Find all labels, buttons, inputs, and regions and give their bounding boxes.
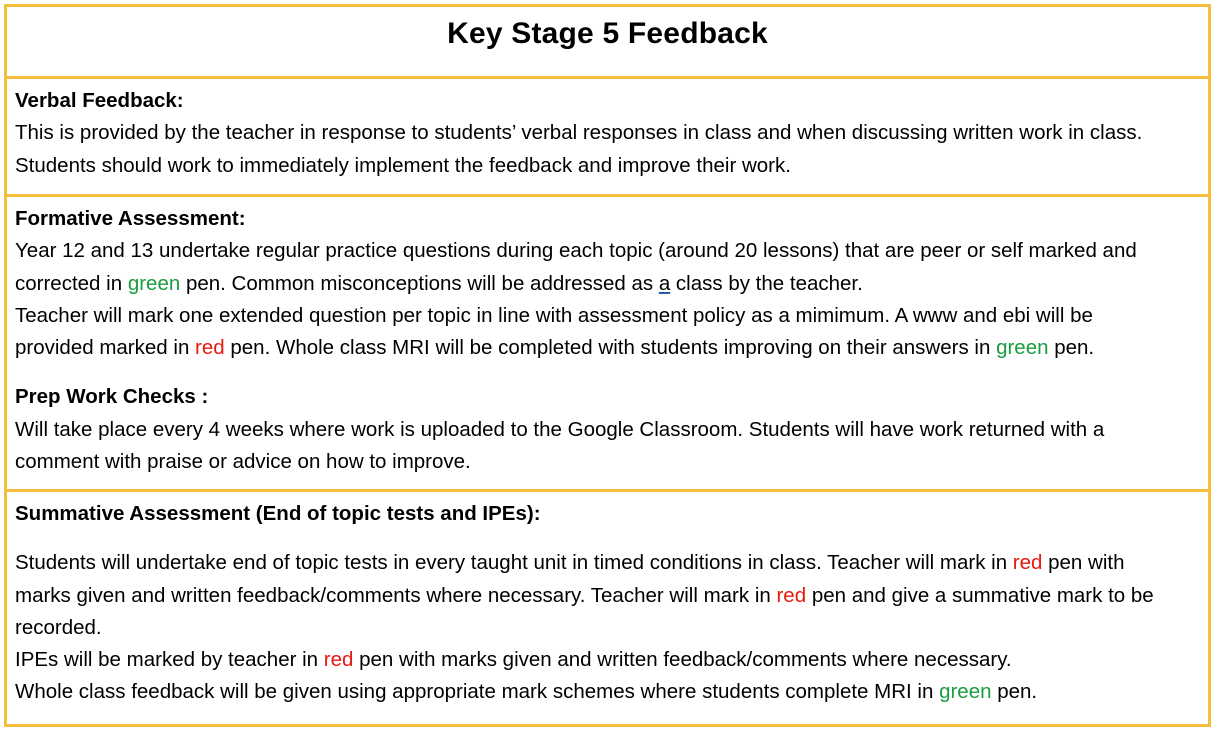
text-run: corrected in [15, 271, 128, 295]
verbal-line-1: This is provided by the teacher in response to students’ verbal responses in class and when discussing written work in class. [15, 121, 1143, 145]
prep-line-2: comment with praise or advice on how to improve. [15, 450, 471, 474]
title-row [7, 7, 1208, 79]
text-run: Students will undertake end of topic tests in every taught unit in timed conditions in class. Teacher will mark in [15, 551, 1013, 575]
spacer [15, 530, 1208, 547]
summative-line-1 [15, 547, 1208, 579]
text-run: pen with [1042, 551, 1125, 575]
text-run: class by the teacher. [670, 271, 863, 295]
text-run: pen. Whole class MRI will be completed with students improving on their answers in [224, 336, 997, 360]
text-run: marks given and written feedback/comments where necessary. Teacher will mark in [15, 583, 777, 607]
summative-line-5 [15, 676, 1208, 708]
underlined-word: a [658, 271, 671, 295]
green-word: green [939, 680, 992, 704]
formative-section [7, 197, 1208, 492]
summative-section [7, 492, 1208, 724]
verbal-line-2: Students should work to immediately implement the feedback and improve their work. [15, 153, 791, 177]
summative-heading: Summative Assessment (End of topic tests and IPEs): [15, 502, 541, 525]
summative-line-4 [15, 644, 1208, 676]
verbal-heading: Verbal Feedback: [15, 89, 184, 112]
prep-line-1: Will take place every 4 weeks where work is uploaded to the Google Classroom. Students will have work returned with a [15, 417, 1105, 441]
text-run: IPEs will be marked by teacher in [15, 648, 324, 672]
page-title: Key Stage 5 Feedback [447, 17, 768, 50]
text-run: pen and give a summative mark to be [806, 583, 1154, 607]
formative-line-2 [15, 268, 1208, 300]
feedback-table [4, 4, 1211, 727]
red-word: red [195, 336, 225, 360]
summative-line-3: recorded. [15, 615, 102, 639]
formative-line-3: Teacher will mark one extended question per topic in line with assessment policy as a mimimum. A www and ebi will be [15, 303, 1093, 327]
prep-heading: Prep Work Checks : [15, 385, 209, 409]
text-run: pen. Common misconceptions will be addressed as [180, 271, 659, 295]
green-word: green [996, 336, 1049, 360]
summative-line-2 [15, 580, 1208, 612]
text-run: pen. [1048, 336, 1095, 360]
verbal-feedback-section [7, 79, 1208, 197]
spacer [15, 364, 1208, 381]
formative-line-4 [15, 332, 1208, 364]
formative-heading: Formative Assessment: [15, 207, 246, 230]
text-run: Whole class feedback will be given using appropriate mark schemes where students complete MRI in [15, 680, 940, 704]
text-run: provided marked in [15, 336, 196, 360]
red-word: red [323, 648, 354, 672]
red-word: red [776, 583, 807, 607]
text-run: pen with marks given and written feedback/comments where necessary. [353, 648, 1012, 672]
red-word: red [1012, 551, 1043, 575]
feedback-document [4, 4, 1211, 727]
green-word: green [127, 271, 181, 295]
text-run: pen. [991, 680, 1038, 704]
formative-line-1: Year 12 and 13 undertake regular practice questions during each topic (around 20 lessons) that are peer or self marked and [15, 239, 1137, 263]
